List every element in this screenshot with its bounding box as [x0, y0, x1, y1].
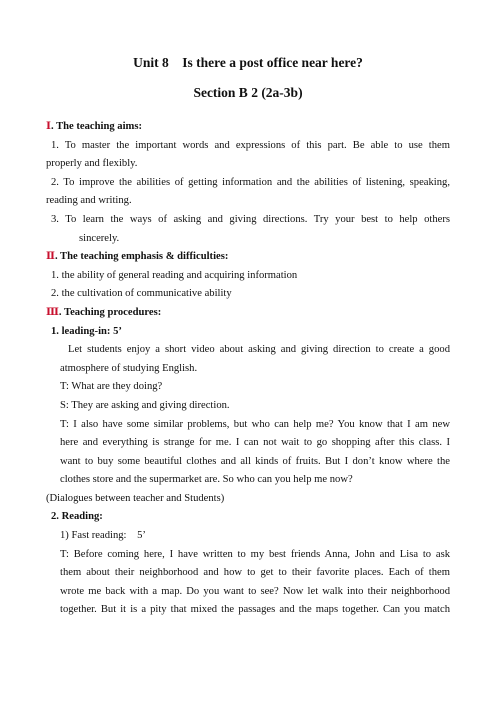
emphasis-item-2: 2. the cultivation of communicative ability	[51, 288, 232, 300]
aims-item-3-line-1: 3. To learn the ways of asking and giving directions. Try your best to help others	[51, 213, 450, 225]
leading-in-line-9: (Dialogues between teacher and Students)	[46, 492, 225, 504]
section-emphasis-title: . The teaching emphasis & difficulties:	[54, 251, 229, 263]
leading-in-line-2: atmosphere of studying English.	[60, 362, 198, 374]
roman-numeral-2: Ⅱ	[46, 251, 55, 263]
document-body	[46, 118, 450, 620]
leading-in-line-4: S: They are asking and giving direction.	[60, 399, 230, 411]
leading-in-line-6: here and everything is strange for me. I can not wait to go shopping after this class. I	[60, 437, 450, 449]
aims-item-1-line-2: properly and flexibly.	[46, 158, 138, 170]
section-procedures-title: . Teaching procedures:	[58, 306, 162, 318]
fast-reading-heading: 1) Fast reading: 5’	[60, 530, 146, 542]
reading-line-3: wrote me back with a map. Do you want to see? Now let walk into their neighborhood	[60, 585, 450, 597]
reading-heading: 2. Reading:	[51, 511, 103, 523]
aims-item-2-line-1: 2. To improve the abilities of getting information and the abilities of listening, speaking,	[51, 176, 450, 188]
page-subtitle: Section B 2 (2a-3b)	[193, 85, 303, 100]
aims-item-1-line-1: 1. To master the important words and expressions of this part. Be able to use them	[51, 139, 450, 151]
reading-line-1: T: Before coming here, I have written to my best friends Anna, John and Lisa to ask	[60, 548, 450, 560]
roman-numeral-1: Ⅰ	[46, 121, 51, 132]
reading-line-4: together. But it is a pity that mixed the passages and the maps together. Can you match	[60, 604, 450, 616]
section-emphasis-heading	[46, 248, 450, 267]
roman-numeral-3: Ⅲ	[46, 306, 59, 318]
title-block	[0, 48, 496, 108]
leading-in-heading: 1. leading-in: 5’	[51, 325, 122, 337]
leading-in-line-1: Let students enjoy a short video about asking and giving direction to create a good	[68, 344, 450, 356]
section-aims-title: . The teaching aims:	[50, 121, 142, 132]
reading-line-2: them about their neighborhood and how to get to their favorite places. Each of them	[60, 567, 450, 579]
leading-in-line-3: T: What are they doing?	[60, 381, 163, 393]
leading-in-line-5: T: I also have some similar problems, but who can help me? You know that I am new	[60, 418, 450, 430]
emphasis-item-1: 1. the ability of general reading and acquiring information	[51, 269, 298, 281]
leading-in-line-7: want to buy some beautiful clothes and all kinds of fruits. But I don’t know where the	[60, 455, 450, 467]
page-title: Unit 8 Is there a post office near here?	[133, 55, 363, 70]
section-aims-heading	[46, 118, 450, 137]
section-procedures-heading	[46, 304, 450, 323]
aims-item-2-line-2: reading and writing.	[46, 195, 132, 207]
aims-item-3-line-2: sincerely.	[79, 232, 120, 244]
leading-in-line-8: clothes store and the supermarket are. So who can you help me now?	[60, 474, 353, 486]
